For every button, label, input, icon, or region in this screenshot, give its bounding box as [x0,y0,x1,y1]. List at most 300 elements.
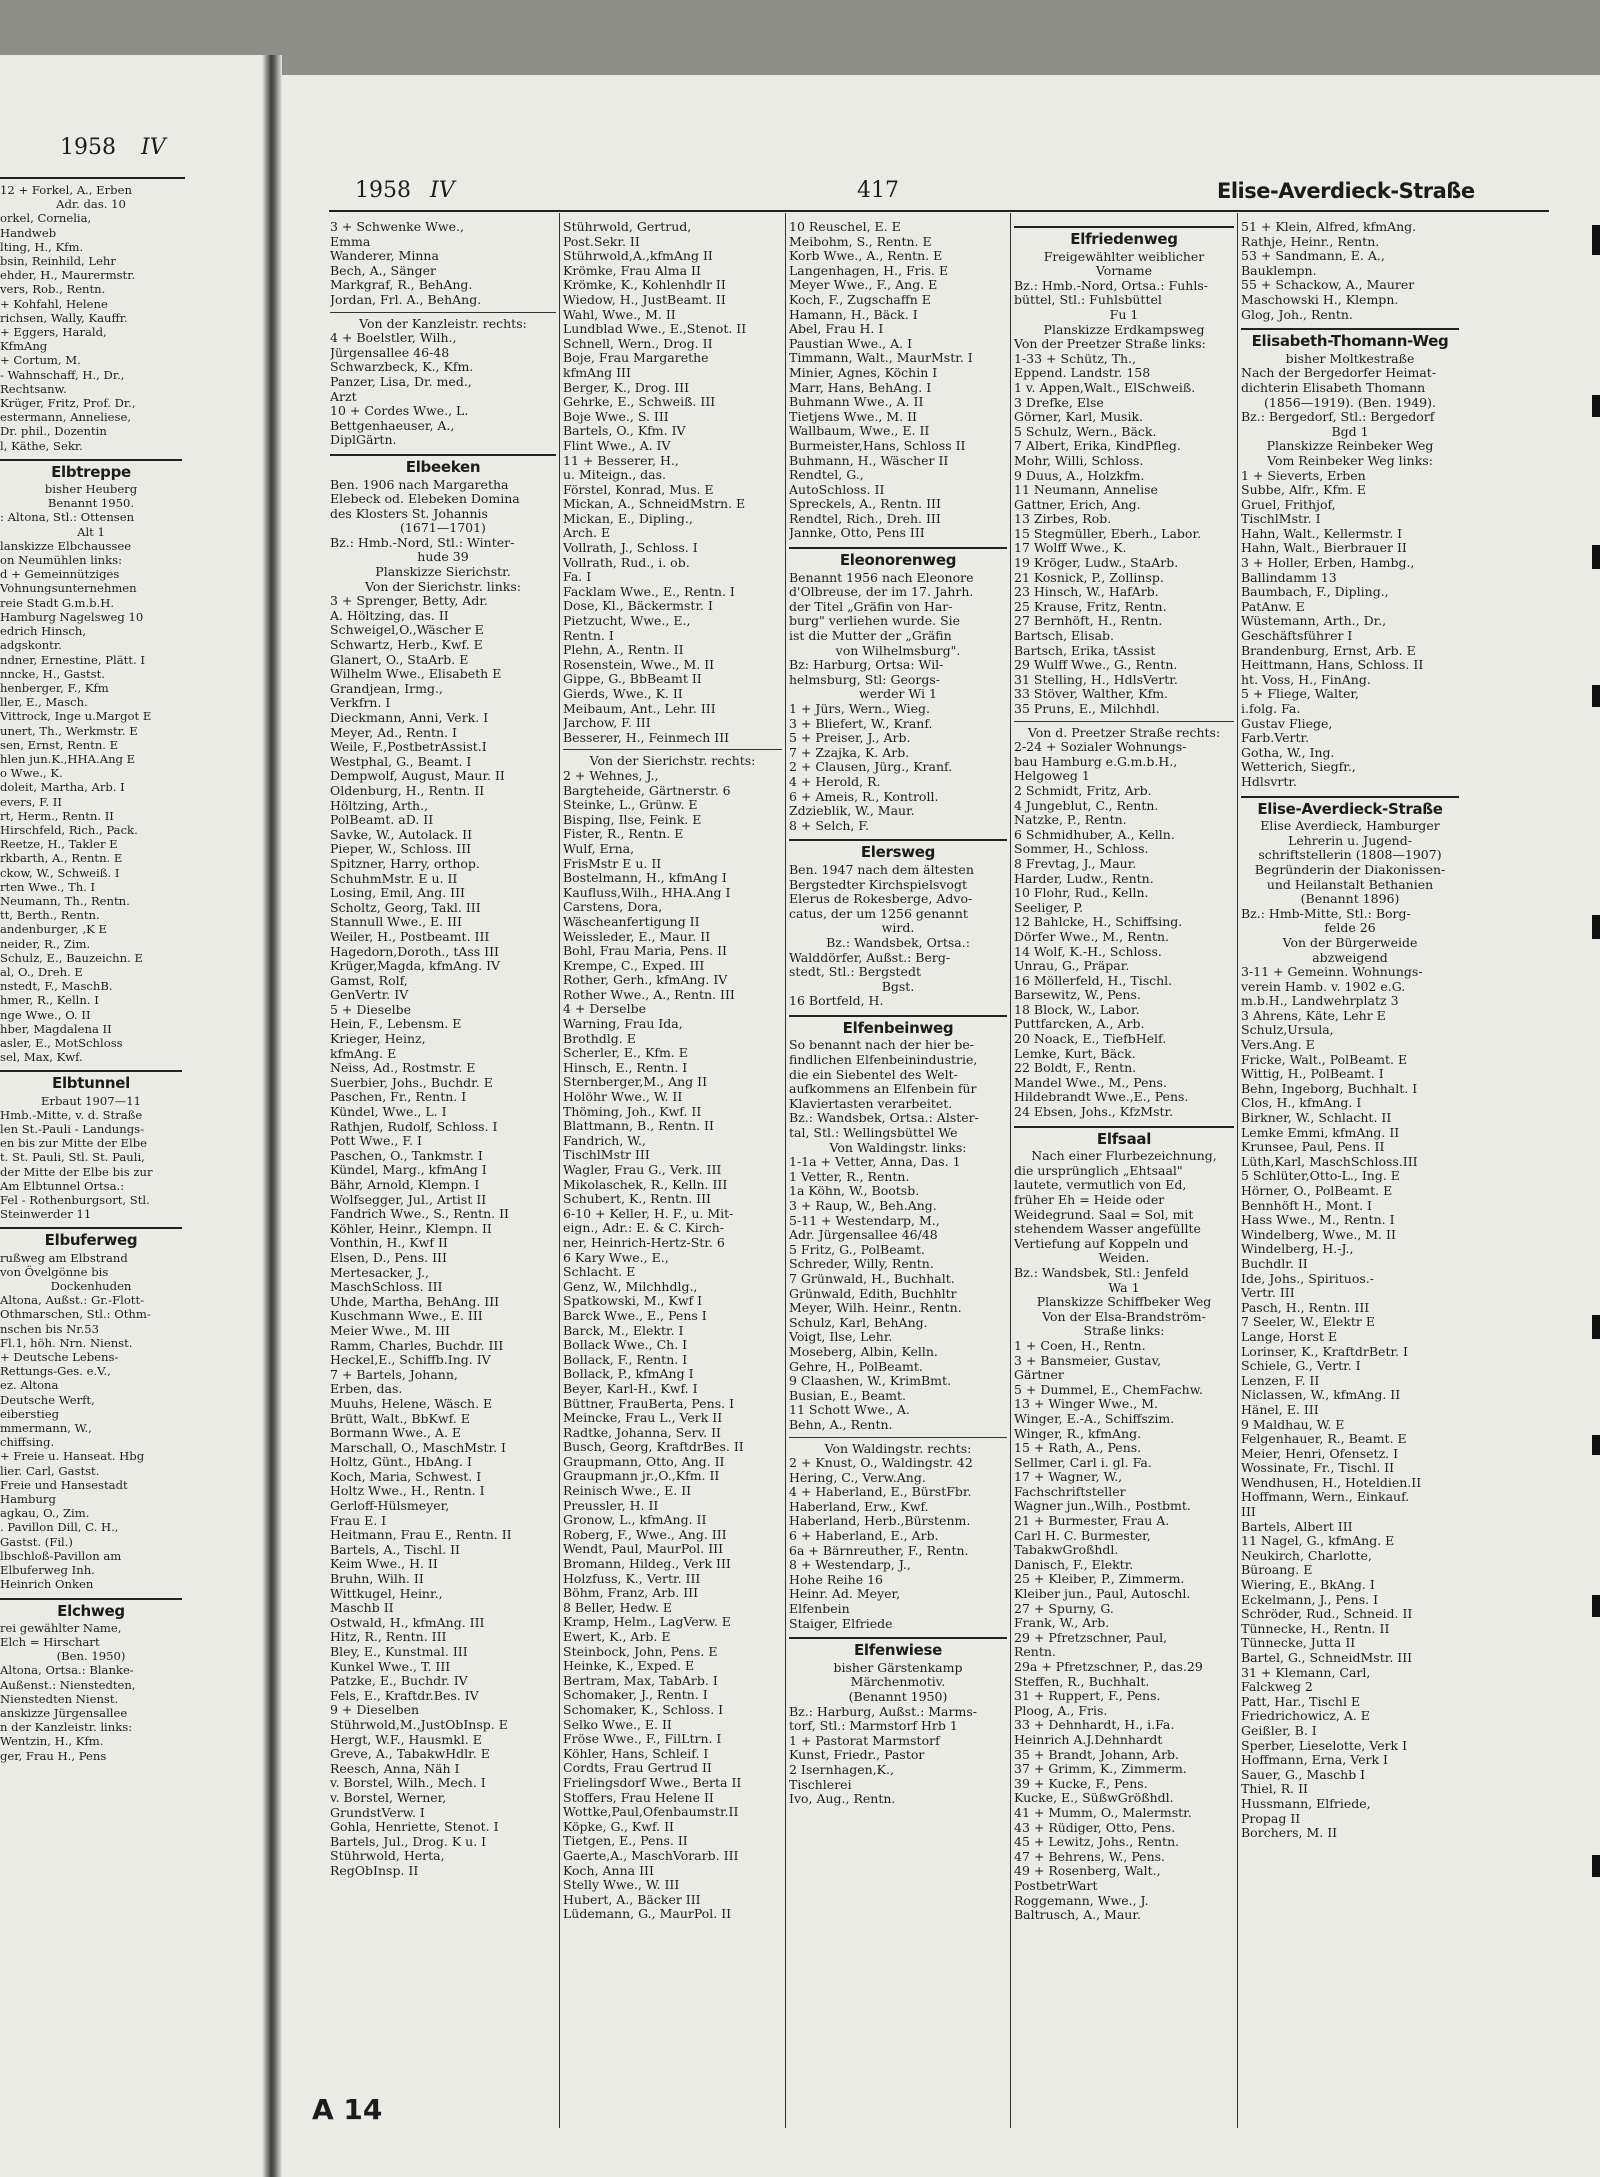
directory-entry: ger, Frau H., Pens [0,1748,107,1763]
directory-entry: Schulz, Karl, BehAng. [789,1315,928,1330]
directory-entry: Steffen, R., Buchhalt. [1014,1674,1150,1689]
directory-entry: Selko Wwe., E. II [563,1717,672,1732]
directory-entry: 20 Noack, E., TiefbHelf. [1014,1032,1167,1047]
directory-entry: 2 + Knust, O., Waldingstr. 42 [789,1456,973,1471]
directory-entry: Busian, E., Beamt. [789,1388,907,1403]
directory-entry: Patzke, E., Buchdr. IV [330,1674,468,1689]
directory-entry: Wüstemann, Arth., Dr., [1241,614,1387,629]
directory-entry: Meyer, Wilh. Heinr., Rentn. [789,1301,962,1316]
directory-entry: Jürgensallee 46-48 [330,345,450,360]
directory-entry: estermann, Anneliese, [0,410,132,425]
directory-entry: Wolfsegger, Jul., Artist II [330,1192,487,1207]
directory-entry: unert, Th., Werkmstr. E [0,723,138,738]
directory-entry: Bargteheide, Gärtnerstr. 6 [563,783,731,798]
directory-entry: Dr. phil., Dozentin [0,424,107,439]
directory-entry: Schiele, G., Vertr. I [1241,1359,1361,1374]
directory-entry: 6 Kary Wwe., E., [563,1250,669,1265]
directory-entry: doleit, Martha, Arb. I [0,780,125,795]
directory-entry: Pott Wwe., F. I [330,1134,422,1149]
directory-entry: ller, E., Masch. [0,695,88,710]
directory-entry: dichterin Elisabeth Thomann [1241,380,1426,395]
directory-entry: Carstens, Dora, [563,900,663,915]
directory-entry: des Klosters St. Johannis [330,506,488,521]
directory-entry: Wossinate, Fr., Tischl. II [1241,1461,1395,1476]
directory-entry: Puttfarcken, A., Arb. [1014,1017,1145,1032]
directory-entry: Warning, Frau Ida, [563,1017,683,1032]
directory-entry: Vollrath, J., Schloss. I [563,541,698,556]
directory-entry: 5 + Preiser, J., Arb. [789,731,911,746]
directory-entry: Bley, E., Kunstmal. III [330,1645,468,1659]
directory-entry: Natzke, P., Rentn. [1014,813,1127,828]
directory-entry: 7 Albert, Erika, KindPfleg. [1014,439,1181,454]
thumb-index-mark [1592,545,1600,569]
directory-entry: 55 + Schackow, A., Maurer [1241,278,1415,293]
directory-entry: Meier Wwe., M. III [330,1323,450,1338]
directory-entry: aufkommens an Elfenbein für [789,1082,977,1097]
directory-entry: Marr, Hans, BehAng. I [789,380,932,395]
directory-entry: : Altona, Stl.: Ottensen [0,510,135,525]
directory-entry: Sommer, H., Schloss. [1014,842,1149,857]
directory-entry: Meibaum, Ant., Lehr. III [563,701,716,716]
directory-entry: Ballindamm 13 [1241,570,1337,585]
directory-entry: Hörner, O., PolBeamt. E [1241,1184,1393,1198]
directory-entry: Spatkowski, M., Kwf I [563,1294,703,1309]
directory-entry: Krüger,Magda, kfmAng. IV [330,959,501,974]
directory-entry: Glog, Joh., Rentn. [1241,307,1353,322]
directory-entry: Hitz, R., Rentn. III [330,1630,447,1645]
directory-entry: Brütt, Walt., BbKwf. E [330,1411,470,1426]
directory-entry: Abel, Frau H. I [789,322,884,337]
directory-entry: Fister, R., Rentn. E [563,827,684,842]
directory-entry: . Pavillon Dill, C. H., [0,1520,119,1535]
directory-entry: 3 + Sprenger, Betty, Adr. [330,594,488,609]
directory-entry: Wagner jun.,Wilh., Postbmt. [1014,1499,1191,1514]
directory-entry: Behn, A., Rentn. [789,1417,893,1432]
street-heading: Elbuferweg [0,1227,182,1247]
directory-entry: stedt, Stl.: Bergstedt [789,965,921,980]
directory-entry: früher Eh = Heide oder [1014,1193,1165,1207]
directory-entry: MaschSchloss. III [330,1280,443,1295]
directory-entry: 31 + Ruppert, F., Pens. [1014,1689,1161,1704]
directory-entry: 31 + Klemann, Carl, [1241,1665,1371,1680]
directory-entry: Mickan, E., Dipling., [563,511,693,526]
directory-entry: 5 Schlüter,Otto-L., Ing. E [1241,1169,1400,1184]
directory-entry: Bollack Wwe., Ch. I [563,1338,688,1353]
directory-entry: Genz, W., Milchhdlg., [563,1279,698,1294]
directory-entry: Bz.: Hmb-Mitte, Stl.: Borg- [1241,906,1411,921]
directory-entry: Neukirch, Charlotte, [1241,1548,1372,1563]
directory-entry: Handweb [0,225,57,240]
directory-entry: Schlacht. E [563,1265,636,1280]
directory-entry: vers, Rob., Rentn. [0,282,106,297]
directory-entry: RegObInsp. II [330,1863,419,1878]
directory-entry: 13 + Winger Wwe., M. [1014,1397,1158,1412]
directory-entry: Mertesacker, J., [330,1265,429,1280]
directory-entry: Heitmann, Frau E., Rentn. II [330,1528,512,1543]
directory-entry: Von d. Preetzer Straße rechts: [1027,725,1221,740]
directory-entry: Altona, Außst.: Gr.-Flott- [0,1293,145,1308]
directory-entry: Spitzner, Harry, orthop. [330,856,480,871]
directory-entry: Krömke, K., Kohlenhdlr II [563,278,726,293]
directory-entry: 27 Bernhöft, H., Rentn. [1014,614,1163,629]
directory-entry: Meier, Henri, Ofensetz. I [1241,1446,1399,1461]
directory-entry: 10 Flohr, Rud., Kelln. [1014,886,1149,901]
directory-entry: Maschowski H., Klempn. [1241,292,1399,307]
directory-entry: Bz.: Hmb.-Nord, Ortsa.: Fuhls- [1014,278,1208,293]
directory-entry: Radtke, Johanna, Serv. II [563,1425,721,1440]
left-page-year: 1958 [60,135,116,160]
directory-entry: Holtz, Günt., HbAng. I [330,1455,472,1470]
directory-entry: werder Wi 1 [859,687,937,702]
directory-entry: Helgoweg 1 [1014,769,1090,784]
directory-entry: Bisping, Ilse, Feink. E [563,812,702,827]
directory-entry: 51 + Klein, Alfred, kfmAng. [1241,220,1417,234]
street-heading: Elbeeken [330,454,556,475]
directory-entry: Bz.: Bergedorf, Stl.: Bergedorf [1241,410,1435,425]
directory-entry: 1a Köhn, W., Bootsb. [789,1184,920,1199]
directory-entry: Dose, Kl., Bäckermstr. I [563,599,713,614]
directory-entry: Felgenhauer, R., Beamt. E [1241,1432,1407,1447]
directory-entry: Wahl, Wwe., M. II [563,307,676,322]
directory-entry: Von der Sierichstr. rechts: [589,754,756,769]
directory-entry: 45 + Lewitz, Johs., Rentn. [1014,1835,1180,1850]
directory-entry: Fandrich, W., [563,1133,646,1148]
directory-entry: + Eggers, Harald, [0,325,107,340]
directory-entry: Lüdemann, G., MaurPol. II [563,1907,732,1922]
directory-entry: Benannt 1950. [47,496,135,511]
directory-entry: Ewert, K., Arb. E [563,1630,671,1644]
directory-entry: Stührwold,M.,JustObInsp. E [330,1717,508,1732]
directory-entry: Arzt [330,389,357,404]
directory-entry: Jannke, Otto, Pens III [789,526,925,541]
directory-entry: Altona, Ortsa.: Blanke- [0,1663,134,1678]
directory-entry: 33 + Dehnhardt, H., i.Fa. [1014,1718,1175,1733]
directory-entry: ndner, Ernestine, Plätt. I [0,652,145,667]
directory-entry: Facklam Wwe., E., Rentn. I [563,584,735,599]
directory-entry: Oldenburg, H., Rentn. II [330,783,485,798]
directory-entry: von Övelgönne bis [0,1264,109,1279]
directory-entry: Tünnecke, Jutta II [1241,1636,1356,1651]
directory-entry: Von der Kanzleistr. rechts: [359,316,527,331]
directory-entry: Wulf, Erna, [563,841,635,856]
directory-entry: 3 + Holler, Erben, Hambg., [1241,556,1415,571]
directory-entry: Von der Elsa-Brandström- [1042,1309,1206,1324]
directory-entry: Baumbach, F., Dipling., [1241,585,1389,600]
directory-entry: Marschall, O., MaschMstr. I [330,1440,506,1455]
directory-entry: ez. Altona [0,1378,59,1393]
directory-entry: 6-10 + Keller, H. F., u. Mit- [563,1206,734,1221]
directory-entry: helmsburg, Stl: Georgs- [789,672,940,687]
directory-entry: Planskizze Reinbeker Weg [1266,439,1434,454]
directory-entry: + Deutsche Lebens- [0,1350,119,1365]
directory-entry: Hirschfeld, Rich., Pack. [0,822,138,837]
directory-entry: 2 Schmidt, Fritz, Arb. [1014,783,1152,798]
directory-entry: Wäscheanfertigung II [563,914,700,929]
directory-entry: Mikolaschek, R., Kelln. III [563,1177,728,1192]
directory-entry: bisher Moltkestraße [1285,351,1415,366]
directory-entry: 6 + Haberland, E., Arb. [789,1529,939,1544]
directory-entry: Elsen, D., Pens. III [330,1250,447,1265]
directory-entry: Hohe Reihe 16 [789,1572,883,1587]
directory-entry: Wanderer, Minna [330,249,439,264]
directory-entry: 9 Claashen, W., KrimBmt. [789,1374,952,1389]
directory-entry: Bartsch, Erika, tAssist [1014,643,1156,658]
directory-column-1 [330,220,556,1879]
directory-entry: Gärtner [1014,1368,1064,1383]
directory-entry: Bostelmann, H., kfmAng I [563,871,727,886]
directory-entry: Ide, Johs., Spirituos.- [1241,1271,1374,1286]
directory-entry: burg" verliehen wurde. Sie [789,614,961,629]
directory-entry: Carl H. C. Burmester, [1014,1528,1151,1543]
directory-entry: lanskizze Elbchaussee [0,538,132,553]
directory-entry: 49 + Rosenberg, Walt., [1014,1864,1161,1879]
directory-entry: Elise Averdieck, Hamburger [1260,819,1440,834]
directory-entry: Dieckmann, Anni, Verk. I [330,711,489,725]
directory-entry: nncke, H., Gastst. [0,666,105,681]
directory-entry: Gamst, Rolf, [330,973,408,988]
directory-entry: 25 Krause, Fritz, Rentn. [1014,599,1167,614]
section-divider [1014,721,1234,722]
directory-entry: Förstel, Konrad, Mus. E [563,482,714,497]
directory-entry: Farb.Vertr. [1241,731,1310,746]
directory-entry: Frau E. I [330,1513,387,1528]
directory-entry: 35 Pruns, E., Milchhdl. [1014,702,1160,716]
street-heading: Elise-Averdieck-Straße [1241,796,1459,817]
directory-entry: Heinrich Onken [0,1577,94,1592]
directory-entry: 5 + Fliege, Walter, [1241,687,1359,702]
directory-entry: Plehn, A., Rentn. II [563,643,684,658]
directory-entry: Subbe, Alfr., Kfm. E [1241,483,1367,498]
directory-entry: Neumann, Th., Rentn. [0,893,130,908]
directory-entry: Windelberg, Wwe., M. II [1241,1227,1396,1242]
directory-entry: Wetterich, Siegfr., [1241,760,1356,775]
directory-entry: 6a + Bärnreuther, F., Rentn. [789,1543,969,1558]
directory-entry: III [1241,1505,1256,1520]
directory-entry: 4 Jungeblut, C., Rentn. [1014,798,1159,813]
directory-entry: al, O., Dreh. E [0,964,83,979]
directory-entry: Wittig, H., PolBeamt. I [1241,1067,1384,1082]
street-heading: Elersweg [789,839,1007,860]
directory-entry: Ben. 1947 nach dem ältesten [789,862,974,877]
directory-entry: Roberg, F., Wwe., Ang. III [563,1527,727,1542]
directory-entry: Büroang. E [1241,1563,1313,1578]
directory-entry: Schweigel,O.,Wäscher E [330,623,484,638]
directory-entry: Bollack, P., kfmAng I [563,1367,694,1382]
directory-entry: Gronow, L., kfmAng. II [563,1513,707,1528]
directory-entry: Hein, F., Lebensm. E [330,1017,462,1032]
directory-entry: Barck, M., Elektr. I [563,1323,684,1338]
directory-entry: Roggemann, Wwe., J. [1014,1893,1149,1908]
directory-entry: Bettgenhaeuser, A., [330,418,455,433]
directory-entry: Außenst.: Nienstedten, [0,1677,136,1692]
directory-entry: Bz.: Hmb.-Nord, Stl.: Winter- [330,535,515,550]
directory-entry: DiplGärtn. [330,433,397,448]
directory-entry: Bennhöft H., Mont. I [1241,1198,1372,1213]
directory-entry: Stoffers, Frau Helene II [563,1790,714,1805]
directory-entry: 35 + Brandt, Johann, Arb. [1014,1747,1180,1762]
directory-entry: 2 + Wehnes, J., [563,768,659,783]
directory-entry: Krempe, C., Exped. III [563,958,705,973]
directory-entry: TischlMstr III [563,1148,650,1163]
directory-entry: Klaviertasten verarbeitet. [789,1096,953,1111]
directory-entry: Planskizze Sierichstr. [375,565,511,580]
directory-entry: Eppend. Landstr. 158 [1014,366,1151,381]
directory-entry: 6 Schmidhuber, A., Kelln. [1014,827,1175,842]
directory-entry: tal, Stl.: Wellingsbüttel We [789,1126,958,1141]
directory-entry: Weiler, H., Postbeamt. III [330,929,490,944]
directory-entry: Heinke, K., Exped. E [563,1659,695,1674]
directory-entry: 1 + Pastorat Marmstorf [789,1733,940,1748]
directory-entry: eiberstieg [0,1406,59,1421]
directory-entry: 3 + Raup, W., Beh.Ang. [789,1199,937,1213]
directory-entry: Bz.: Wandsbek, Ortsa.: Alster- [789,1111,979,1126]
directory-entry: Gruel, Frithjof, [1241,497,1336,512]
directory-entry: 3-11 + Gemeinn. Wohnungs- [1241,965,1423,980]
directory-entry: Vohnungsunternehmen [0,581,137,596]
directory-entry: rußweg am Elbstrand [0,1250,128,1265]
directory-entry: Glanert, O., StaArb. E [330,652,469,667]
directory-entry: 17 Wolff Wwe., K. [1014,541,1127,556]
directory-entry: Barsewitz, W., Pens. [1014,988,1141,1003]
directory-entry: Wittkugel, Heinr., [330,1586,443,1601]
directory-entry: Stührwold,A.,kfmAng II [563,249,713,264]
directory-entry: Reinisch Wwe., E. II [563,1484,692,1499]
directory-entry: die ursprünglich „Ehtsaal" [1014,1163,1183,1178]
directory-entry: Danisch, F., Elektr. [1014,1557,1134,1572]
directory-entry: Elfenbein [789,1602,850,1617]
directory-entry: Wallbaum, Wwe., E. II [789,424,930,439]
directory-entry: Rosenstein, Wwe., M. II [563,657,715,672]
directory-entry: Thiel, R. II [1241,1782,1308,1797]
directory-entry: 5-11 + Westendarp, M., [789,1213,940,1228]
directory-entry: len St.-Pauli - Landungs- [0,1122,145,1136]
directory-entry: Fel - Rothenburgsort, Stl. [0,1193,150,1208]
directory-entry: 13 Zirbes, Rob. [1014,512,1112,527]
directory-entry: rkbarth, A., Rentn. E [0,851,123,866]
street-heading: Elisabeth-Thomann-Weg [1241,328,1459,349]
directory-entry: 7 + Zzajka, K. Arb. [789,745,910,760]
directory-entry: Gohla, Henriette, Stenot. I [330,1820,499,1835]
directory-entry: Harder, Ludw., Rentn. [1014,871,1154,886]
directory-entry: 2 + Clausen, Jürg., Kranf. [789,760,953,775]
directory-entry: sen, Ernst, Rentn. E [0,737,119,752]
directory-entry: Hamann, H., Bäck. I [789,307,918,322]
directory-entry: büttel, Stl.: Fuhlsbüttel [1014,293,1162,308]
directory-entry: Fröse Wwe., F., FilLtrn. I [563,1732,722,1747]
directory-entry: 3 Ahrens, Käte, Lehr E [1241,1008,1386,1023]
directory-entry: Gattner, Erich, Ang. [1014,497,1141,512]
directory-entry: Bartel, G., SchneidMstr. III [1241,1651,1413,1665]
directory-entry: Pieper, W., Schloss. III [330,842,472,857]
directory-entry: Neiss, Ad., Rostmstr. E [330,1061,476,1076]
footer-mark: A 14 [312,2093,383,2126]
directory-entry: 10 Reuschel, E. E [789,220,901,234]
directory-entry: 29 + Pfretzschner, Paul, [1014,1630,1168,1645]
directory-entry: 8 + Selch, F. [789,818,870,833]
directory-entry: Bech, A., Sänger [330,263,436,278]
directory-entry: Haberland, Herb.,Bürstenm. [789,1514,971,1529]
directory-entry: Lenzen, F. II [1241,1373,1320,1388]
directory-entry: Tünnecke, H., Rentn. II [1241,1621,1390,1636]
directory-entry: Thöming, Joh., Kwf. II [563,1104,702,1119]
directory-entry: Muuhs, Helene, Wäsch. E [330,1396,493,1411]
directory-entry: rt, Herm., Rentn. II [0,808,114,823]
directory-entry: Köhler, Heinr., Klempn. II [330,1221,492,1236]
directory-entry: Pasch, H., Rentn. III [1241,1300,1370,1315]
directory-entry: hber, Magdalena II [0,1021,112,1036]
directory-entry: Lange, Horst E [1241,1329,1338,1344]
directory-entry: (Ben. 1950) [56,1649,126,1664]
directory-entry: Boje Wwe., S. III [563,409,669,424]
directory-entry: nschen bis Nr.53 [0,1321,100,1336]
directory-entry: Bartsch, Elisab. [1014,629,1115,644]
directory-entry: 1 + Sieverts, Erben [1241,468,1366,483]
directory-entry: 11 + Besserer, H., [563,453,679,468]
directory-entry: stehendem Wasser angefüllte [1014,1222,1201,1237]
directory-entry: Kunst, Friedr., Pastor [789,1748,925,1763]
directory-entry: Rechtsanw. [0,381,67,396]
directory-entry: TischlMstr. I [1241,512,1321,527]
directory-entry: agkau, O., Zim. [0,1506,90,1521]
directory-entry: Borchers, M. II [1241,1826,1338,1841]
directory-entry: 17 + Wagner, W., [1014,1470,1123,1485]
directory-entry: 41 + Mumm, O., Malermstr. [1014,1805,1192,1820]
thumb-index-mark [1592,685,1600,707]
directory-entry: Weiden. [1098,1251,1150,1266]
directory-entry: andenburger, ,K E [0,922,107,937]
directory-entry: abzweigend [1312,950,1388,965]
directory-entry: Keim Wwe., H. II [330,1557,438,1572]
directory-entry: Fels, E., Kraftdr.Bes. IV [330,1688,479,1703]
directory-entry: Von der Preetzer Straße links: [1014,337,1206,352]
directory-entry: Adr. Jürgensallee 46/48 [789,1228,938,1243]
thumb-index-mark [1592,1435,1600,1455]
directory-entry: Von Waldingstr. links: [829,1140,967,1155]
directory-entry: bisher Heuberg [44,482,138,497]
directory-entry: Grünwald, Edith, Buchhltr [789,1286,957,1301]
directory-entry: Bz.: Wandsbek, Ortsa.: [826,935,970,950]
directory-entry: PostbetrWart [1014,1878,1098,1893]
directory-entry: Ben. 1906 nach Margaretha [330,477,509,492]
directory-entry: Schomaker, K., Schloss. I [563,1702,724,1717]
directory-entry: neider, R., Zim. [0,936,91,951]
left-page [0,55,262,2177]
directory-entry: Krieger, Heinz, [330,1032,426,1047]
directory-entry: Dörfer Wwe., M., Rentn. [1014,929,1169,944]
directory-entry: Von der Sierichstr. links: [365,579,521,594]
directory-entry: + Freie u. Hanseat. Hbg [0,1449,145,1464]
directory-entry: asler, E., MotSchloss [0,1035,123,1050]
directory-entry: Schulz,Ursula, [1241,1023,1334,1038]
directory-entry: Graupmann jr.,O.,Kfm. II [563,1469,720,1484]
directory-entry: Kündel, Marg., kfmAng I [330,1163,487,1178]
directory-entry: Bz.: Harburg, Außst.: Marms- [789,1704,977,1719]
directory-entry: Kleiber jun., Paul, Autoschl. [1014,1587,1191,1602]
directory-entry: Heinrich A.J.Dehnhardt [1014,1732,1163,1747]
directory-entry: Wentzin, H., Kfm. [0,1734,104,1749]
directory-entry: (1671—1701) [400,521,486,536]
directory-entry: 18 Block, W., Labor. [1014,1002,1140,1017]
directory-entry: Sauer, G., Maschb I [1241,1767,1366,1782]
directory-entry: Erbaut 1907—11 [40,1093,141,1108]
directory-entry: Von Waldingstr. rechts: [824,1441,972,1456]
directory-entry: 2 Isernhagen,K., [789,1762,894,1777]
directory-entry: 21 + Burmester, Frau A. [1014,1514,1170,1529]
directory-entry: Bauklempn. [1241,263,1317,278]
directory-entry: Buhmann, H., Wäscher II [789,453,949,468]
directory-entry: Korb Wwe., A., Rentn. E [789,249,943,264]
directory-entry: Elerus de Rokesberge, Advo- [789,892,973,907]
